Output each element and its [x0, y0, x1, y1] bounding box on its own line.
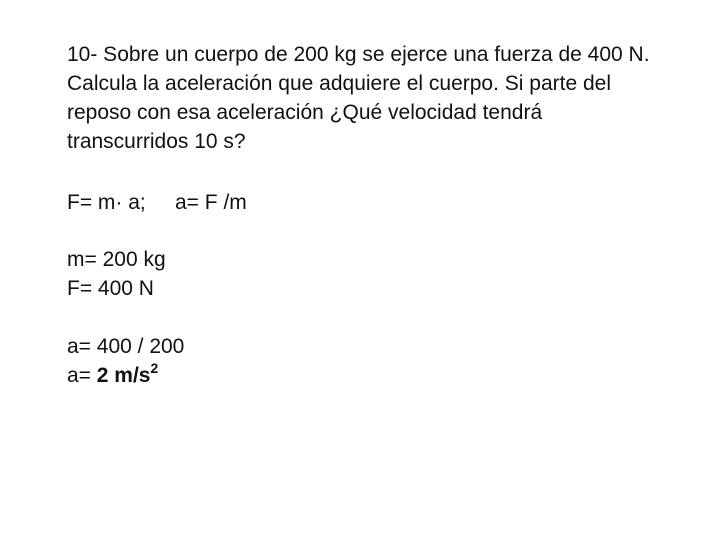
result-exponent: 2: [150, 360, 159, 376]
result-value: [96, 360, 159, 387]
force-formula: F= m· a;: [67, 191, 146, 214]
result-value-text: 2 m/s: [96, 364, 151, 387]
problem-line: 10- Sobre un cuerpo de 200 kg se ejerce una fuerza de 400 N.: [67, 43, 650, 66]
calculation: [67, 332, 184, 390]
calculation-step: a= 400 / 200: [67, 335, 185, 358]
formula-row: [67, 188, 247, 217]
given-data: [67, 245, 166, 303]
problem-line: reposo con esa aceleración ¿Qué velocidad tendrá: [67, 101, 543, 124]
given-force: F= 400 N: [67, 277, 154, 300]
result-prefix: a=: [67, 364, 97, 387]
calculation-result: [67, 361, 184, 390]
problem-statement: [67, 40, 697, 156]
problem-line: Calcula la aceleración que adquiere el cuerpo. Si parte del: [67, 72, 612, 95]
acceleration-formula: a= F /m: [175, 191, 247, 214]
given-mass: m= 200 kg: [67, 248, 166, 271]
problem-line: transcurridos 10 s?: [67, 130, 246, 153]
